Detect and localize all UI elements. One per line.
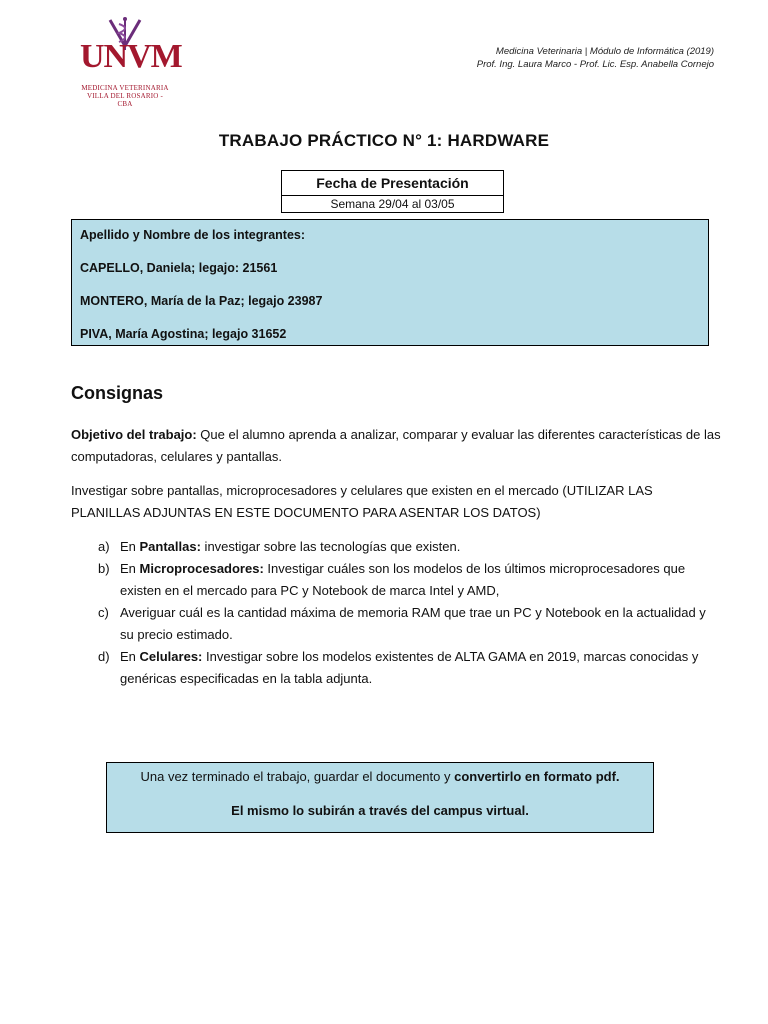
note-emphasis: convertirlo en formato pdf. xyxy=(454,769,620,784)
logo-subtitle-2: VILLA DEL ROSARIO - CBA xyxy=(86,92,164,108)
member-item: MONTERO, María de la Paz; legajo 23987 xyxy=(80,294,323,308)
presentation-date-label: Fecha de Presentación xyxy=(282,171,503,196)
note-text: Una vez terminado el trabajo, guardar el documento y xyxy=(140,769,455,784)
objective-paragraph xyxy=(71,424,721,468)
header-course: Medicina Veterinaria | Módulo de Informática (2019) xyxy=(495,46,714,57)
task-list xyxy=(98,536,722,690)
logo-subtitle-1: MEDICINA VETERINARIA xyxy=(81,84,169,92)
objective-text: Que el alumno aprenda a analizar, comparar y evaluar las diferentes características de las computadoras, celulares y pantallas. xyxy=(71,427,721,464)
list-item-prefix: En xyxy=(120,561,140,576)
submission-note-line-1 xyxy=(107,769,653,784)
logo-wordmark: UNVM xyxy=(80,38,182,75)
list-item xyxy=(98,558,722,602)
list-item-keyword: Celulares: xyxy=(139,649,203,664)
list-item xyxy=(98,646,722,690)
list-item-text: investigar sobre las tecnologías que existen. xyxy=(200,539,461,554)
submission-note-line-2: El mismo lo subirán a través del campus virtual. xyxy=(231,803,529,818)
list-item xyxy=(98,536,722,558)
member-item: CAPELLO, Daniela; legajo: 21561 xyxy=(80,261,278,275)
list-item-keyword: Microprocesadores: xyxy=(139,561,264,576)
document-header-info xyxy=(477,45,714,71)
presentation-date-value: Semana 29/04 al 03/05 xyxy=(330,197,455,211)
presentation-date-table xyxy=(281,170,504,213)
header-professors: Prof. Ing. Laura Marco - Prof. Lic. Esp. Anabella Cornejo xyxy=(476,59,714,70)
list-item-text: Averiguar cuál es la cantidad máxima de memoria RAM que trae un PC y Notebook en la actualidad y su precio estimado. xyxy=(120,605,706,642)
list-item xyxy=(98,602,722,646)
section-title-consignas: Consignas xyxy=(71,383,164,403)
list-item-prefix: En xyxy=(120,649,140,664)
list-item-keyword: Pantallas: xyxy=(139,539,201,554)
instruction-paragraph: Investigar sobre pantallas, microprocesadores y celulares que existen en el mercado (UTILIZAR LAS PLANILLAS ADJUNTAS EN ESTE DOCUMENTO PARA ASENTAR LOS DATOS) xyxy=(71,483,653,520)
page-title: TRABAJO PRÁCTICO N° 1: HARDWARE xyxy=(218,131,550,150)
member-item: PIVA, María Agostina; legajo 31652 xyxy=(80,327,287,341)
unvm-logo xyxy=(80,16,182,108)
list-item-text: Investigar cuáles son los modelos de los últimos microprocesadores que existen en el mercado para PC y Notebook de marca Intel y AMD, xyxy=(120,561,686,598)
list-marker: c) xyxy=(98,605,109,620)
list-marker: b) xyxy=(98,561,110,576)
members-box xyxy=(71,219,709,346)
list-item-prefix: En xyxy=(120,539,140,554)
list-item-text: Investigar sobre los modelos existentes de ALTA GAMA en 2019, marcas conocidas y genéricas especificadas en la tabla adjunta. xyxy=(120,649,699,686)
list-marker: d) xyxy=(98,649,110,664)
list-marker: a) xyxy=(98,539,110,554)
members-heading: Apellido y Nombre de los integrantes: xyxy=(80,228,306,242)
objective-label: Objetivo del trabajo: xyxy=(71,427,197,442)
submission-note-box xyxy=(106,762,654,833)
